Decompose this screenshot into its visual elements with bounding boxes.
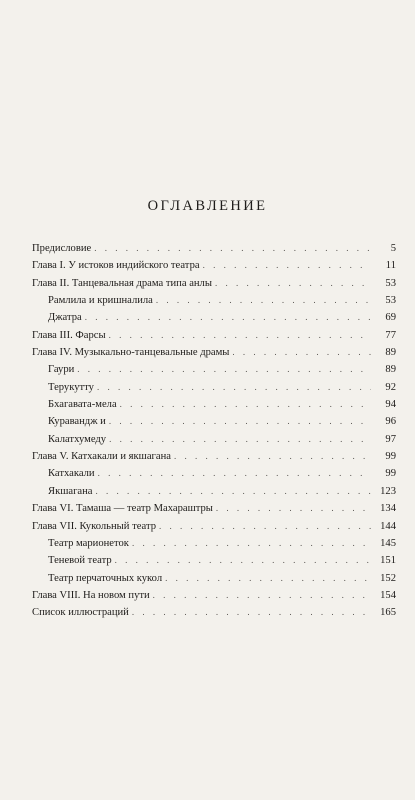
- toc-entry-label: Теневой театр: [48, 555, 112, 567]
- dot-leader: [153, 587, 371, 604]
- toc-entry-label: Якшагана: [48, 485, 93, 497]
- toc-entry-label: Театр марионеток: [48, 537, 129, 549]
- table-of-contents: [32, 240, 396, 622]
- dot-leader: [159, 518, 371, 535]
- dot-leader: [109, 413, 371, 430]
- toc-entry-label: Предисловие: [32, 243, 92, 254]
- toc-subentry: [32, 379, 396, 396]
- toc-entry-label: Гаури: [48, 364, 75, 376]
- toc-entry-label: Глава I. У истоков индийского театра: [32, 260, 200, 272]
- toc-entry-label: Рамлила и кришналила: [48, 295, 153, 307]
- toc-page-number: 99: [385, 468, 396, 480]
- toc-entry: [32, 240, 396, 257]
- toc-entry: [32, 275, 396, 292]
- toc-entry-label: Катхакали: [48, 468, 95, 480]
- toc-subentry: [32, 483, 396, 500]
- toc-subentry: [32, 361, 396, 378]
- toc-page-number: 134: [380, 503, 396, 515]
- toc-entry-label: Театр перчаточных кукол: [48, 572, 163, 584]
- toc-entry-label: Глава III. Фарсы: [32, 329, 106, 341]
- page-title: ОГЛАВЛЕНИЕ: [147, 198, 268, 214]
- toc-subentry: [32, 570, 396, 587]
- toc-subentry: [32, 535, 396, 552]
- toc-subentry: [32, 465, 396, 482]
- toc-entry-label: Глава VIII. На новом пути: [32, 589, 150, 601]
- dot-leader: [98, 465, 371, 482]
- dot-leader: [109, 431, 371, 448]
- toc-entry: [32, 257, 396, 274]
- dot-leader: [156, 292, 371, 309]
- toc-entry-label: Список иллюстраций: [32, 607, 129, 619]
- toc-page-number: 165: [380, 607, 396, 619]
- toc-entry-label: Калатхумеду: [48, 433, 107, 445]
- toc-entry-label: Терукутту: [48, 381, 94, 393]
- toc-page-number: 144: [380, 520, 396, 532]
- dot-leader: [85, 309, 371, 326]
- toc-subentry: [32, 292, 396, 309]
- dot-leader: [120, 396, 371, 413]
- toc-entry-label: Джатра: [48, 312, 82, 324]
- toc-subentry: [32, 396, 396, 413]
- dot-leader: [232, 344, 371, 361]
- toc-entry-label: Глава II. Танцевальная драма типа анлы: [32, 277, 212, 289]
- toc-subentry: [32, 431, 396, 448]
- dot-leader: [94, 240, 371, 257]
- toc-entry-label: Куравандж и: [48, 416, 106, 428]
- toc-page-number: 77: [385, 329, 396, 341]
- toc-page-number: 151: [380, 555, 396, 567]
- toc-entry-label: Глава VII. Кукольный театр: [32, 520, 157, 532]
- toc-entry: [32, 518, 396, 535]
- toc-entry: [32, 327, 396, 344]
- dot-leader: [216, 500, 371, 517]
- toc-entry-label: Глава IV. Музыкально-танцевальные драмы: [32, 347, 230, 359]
- toc-page-number: 53: [385, 277, 396, 289]
- dot-leader: [115, 552, 371, 569]
- toc-entry: [32, 587, 396, 604]
- toc-page-number: 152: [380, 572, 396, 584]
- toc-page-number: 89: [385, 347, 396, 359]
- toc-page-number: 11: [385, 260, 396, 272]
- toc-subentry: [32, 309, 396, 326]
- toc-page-number: 123: [380, 485, 396, 497]
- toc-entry-label: Бхагавата-мела: [48, 399, 117, 411]
- dot-leader: [165, 570, 371, 587]
- toc-page-number: 94: [385, 399, 396, 411]
- dot-leader: [132, 604, 371, 621]
- toc-page-number: 99: [385, 451, 396, 463]
- toc-page-number: 92: [385, 381, 396, 393]
- toc-page-number: 69: [385, 312, 396, 324]
- dot-leader: [109, 327, 371, 344]
- dot-leader: [97, 379, 371, 396]
- toc-page-number: 53: [385, 295, 396, 307]
- toc-page-number: 89: [385, 364, 396, 376]
- toc-page-number: 5: [390, 243, 396, 254]
- dot-leader: [174, 448, 371, 465]
- toc-entry: [32, 604, 396, 621]
- dot-leader: [77, 361, 371, 378]
- toc-entry: [32, 448, 396, 465]
- dot-leader: [203, 257, 371, 274]
- toc-subentry: [32, 413, 396, 430]
- toc-entry-label: Глава VI. Тамаша — театр Махараштры: [32, 503, 213, 515]
- toc-subentry: [32, 552, 396, 569]
- toc-page-number: 97: [385, 433, 396, 445]
- toc-page-number: 145: [380, 537, 396, 549]
- dot-leader: [215, 275, 371, 292]
- toc-page-number: 96: [385, 416, 396, 428]
- dot-leader: [132, 535, 371, 552]
- dot-leader: [96, 483, 372, 500]
- toc-entry: [32, 500, 396, 517]
- toc-entry: [32, 344, 396, 361]
- toc-entry-label: Глава V. Катхакали и якшагана: [32, 451, 171, 463]
- toc-page-number: 154: [380, 589, 396, 601]
